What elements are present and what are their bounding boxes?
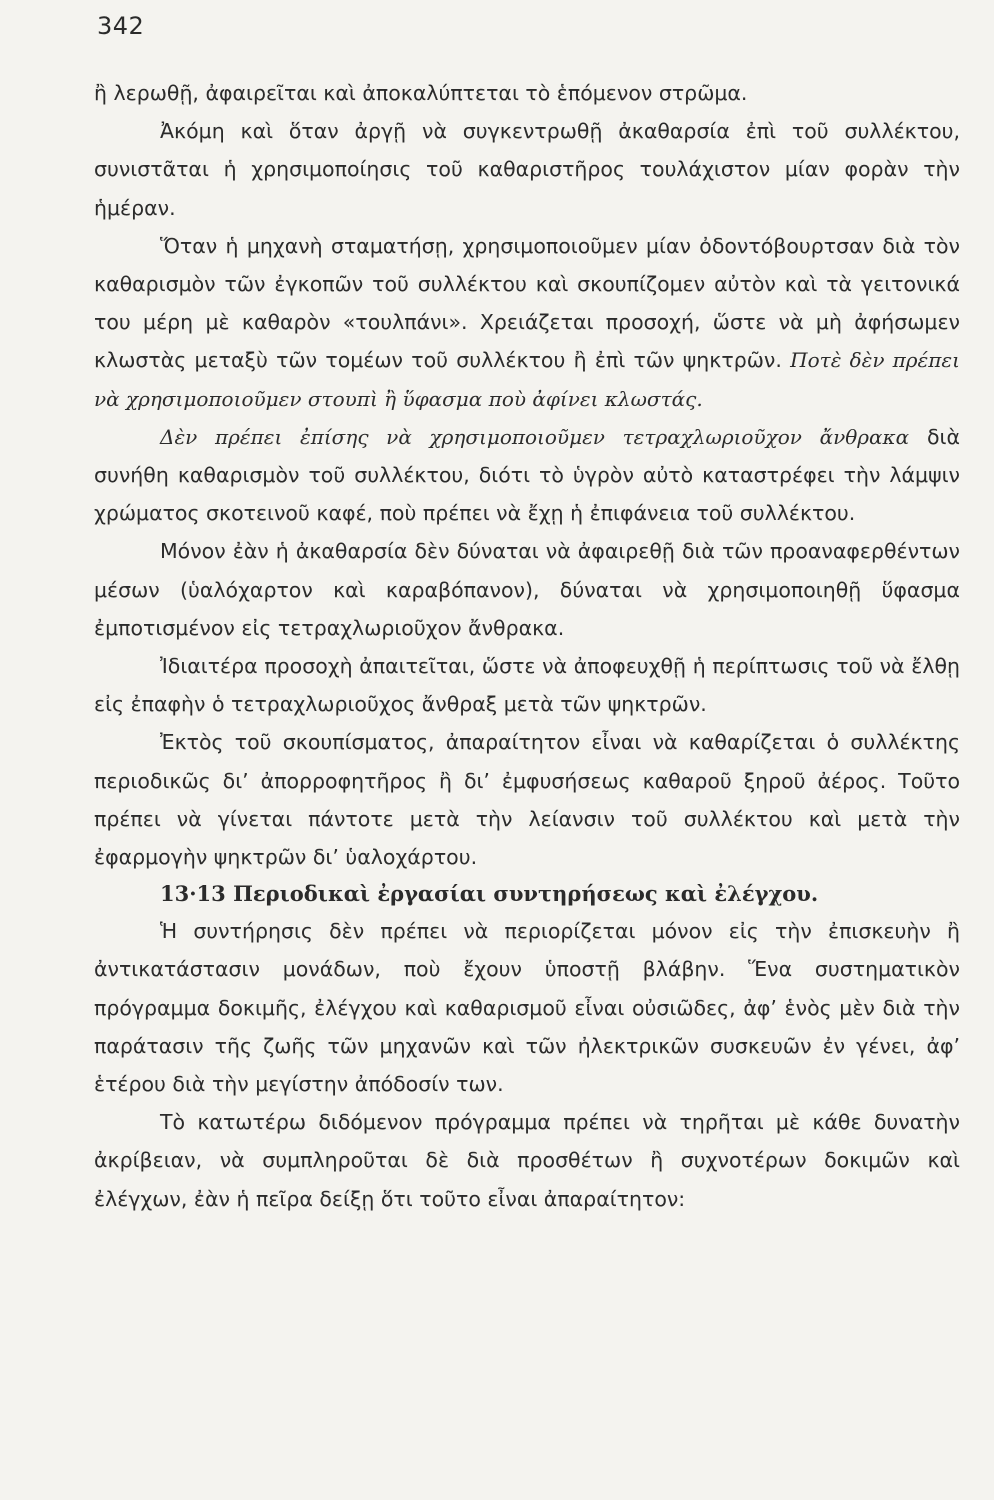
paragraph-3-italic-warning: Ποτὲ δὲν πρέπει νὰ χρησιμοποιοῦμεν στουπὶ ἢ ὕφασμα ποὺ ἀφίνει κλωστάς. <box>94 348 960 411</box>
body-text <box>94 74 960 1218</box>
paragraph-8: Ἡ συντήρησις δὲν πρέπει νὰ περιορίζεται μόνον εἰς τὴν ἐπισκευὴν ἢ ἀντικατάστασιν μονάδων, ποὺ ἔχουν ὑποστῇ βλάβην. Ἕνα συστηματικὸν πρόγραμμα δοκιμῆς, ἐλέγχου καὶ καθαρισμοῦ εἶναι οὐσιῶδες, ἀφ’ ἑνὸς μὲν διὰ τὴν παράτασιν τῆς ζωῆς τῶν μηχανῶν καὶ τῶν ἠλεκτρικῶν συσκευῶν ἐν γένει, ἀφ’ ἑτέρου διὰ τὴν μεγίστην ἀπόδοσίν των. <box>94 919 960 1097</box>
paragraph-4-text: διὰ συνήθη καθαρισμὸν τοῦ συλλέκτου, διότι τὸ ὑγρὸν αὐτὸ καταστρέφει τὴν λάμψιν χρώματος σκοτεινοῦ καφέ, ποὺ πρέπει νὰ ἔχῃ ἡ ἐπιφάνεια τοῦ συλλέκτου. <box>94 424 960 526</box>
paragraph-9: Τὸ κατωτέρω διδόμενον πρόγραμμα πρέπει νὰ τηρῆται μὲ κάθε δυνατὴν ἀκρίβειαν, νὰ συμπληροῦται δὲ διὰ προσθέτων ἢ συχνοτέρων δοκιμῶν καὶ ἐλέγχων, ἐὰν ἡ πεῖρα δείξῃ ὅτι τοῦτο εἶναι ἀπαραίτητον: <box>94 1110 960 1211</box>
page-number: 342 <box>97 12 145 40</box>
paragraph-5: Μόνον ἐὰν ἡ ἀκαθαρσία δὲν δύναται νὰ ἀφαιρεθῇ διὰ τῶν προαναφερθέντων μέσων (ὑαλόχαρτον καὶ καραβόπανον), δύναται νὰ χρησιμοποιηθῇ ὕφασμα ἐμποτισμένον εἰς τετραχλωριοῦχον ἄνθρακα. <box>94 539 960 640</box>
section-heading: 13·13 Περιοδικαὶ ἐργασίαι συντηρήσεως καὶ ἐλέγχου. <box>160 881 819 907</box>
paragraph-3 <box>94 227 960 418</box>
paragraph-3-text: Ὅταν ἡ μηχανὴ σταματήσῃ, χρησιμοποιοῦμεν μίαν ὀδοντόβουρτσαν διὰ τὸν καθαρισμὸν τῶν ἐγκοπῶν τοῦ συλλέκτου καὶ σκουπίζομεν αὐτὸν καὶ τὰ γειτονικά του μέρη μὲ καθαρὸν «τουλπάνι». Χρειάζεται προσοχή, ὥστε νὰ μὴ ἀφήσωμεν κλωστὰς μεταξὺ τῶν τομέων τοῦ συλλέκτου ἢ ἐπὶ τῶν ψηκτρῶν. <box>94 233 960 373</box>
paragraph-4 <box>94 418 960 533</box>
paragraph-6: Ἰδιαιτέρα προσοχὴ ἀπαιτεῖται, ὥστε νὰ ἀποφευχθῇ ἡ περίπτωσις τοῦ νὰ ἔλθῃ εἰς ἐπαφὴν ὁ τετραχλωριοῦχος ἄνθραξ μετὰ τῶν ψηκτρῶν. <box>94 654 960 717</box>
paragraph-1: ἢ λερωθῇ, ἀφαιρεῖται καὶ ἀποκαλύπτεται τὸ ἑπόμενον στρῶμα. <box>94 81 748 105</box>
paragraph-4-italic-warning: Δὲν πρέπει ἐπίσης νὰ χρησιμοποιοῦμεν τετραχλωριοῦχον ἄνθρακα <box>160 424 910 449</box>
paragraph-7: Ἐκτὸς τοῦ σκουπίσματος, ἀπαραίτητον εἶναι νὰ καθαρίζεται ὁ συλλέκτης περιοδικῶς δι’ ἀπορροφητῆρος ἢ δι’ ἐμφυσήσεως καθαροῦ ξηροῦ ἀέρος. Τοῦτο πρέπει νὰ γίνεται πάντοτε μετὰ τὴν λείανσιν τοῦ συλλέκτου καὶ μετὰ τὴν ἐφαρμογὴν ψηκτρῶν δι’ ὑαλοχάρτου. <box>94 730 960 870</box>
paragraph-2: Ἀκόμη καὶ ὅταν ἀργῇ νὰ συγκεντρωθῇ ἀκαθαρσία ἐπὶ τοῦ συλλέκτου, συνιστᾶται ἡ χρησιμοποίησις τοῦ καθαριστῆρος τουλάχιστον μίαν φορὰν τὴν ἡμέραν. <box>94 119 960 220</box>
